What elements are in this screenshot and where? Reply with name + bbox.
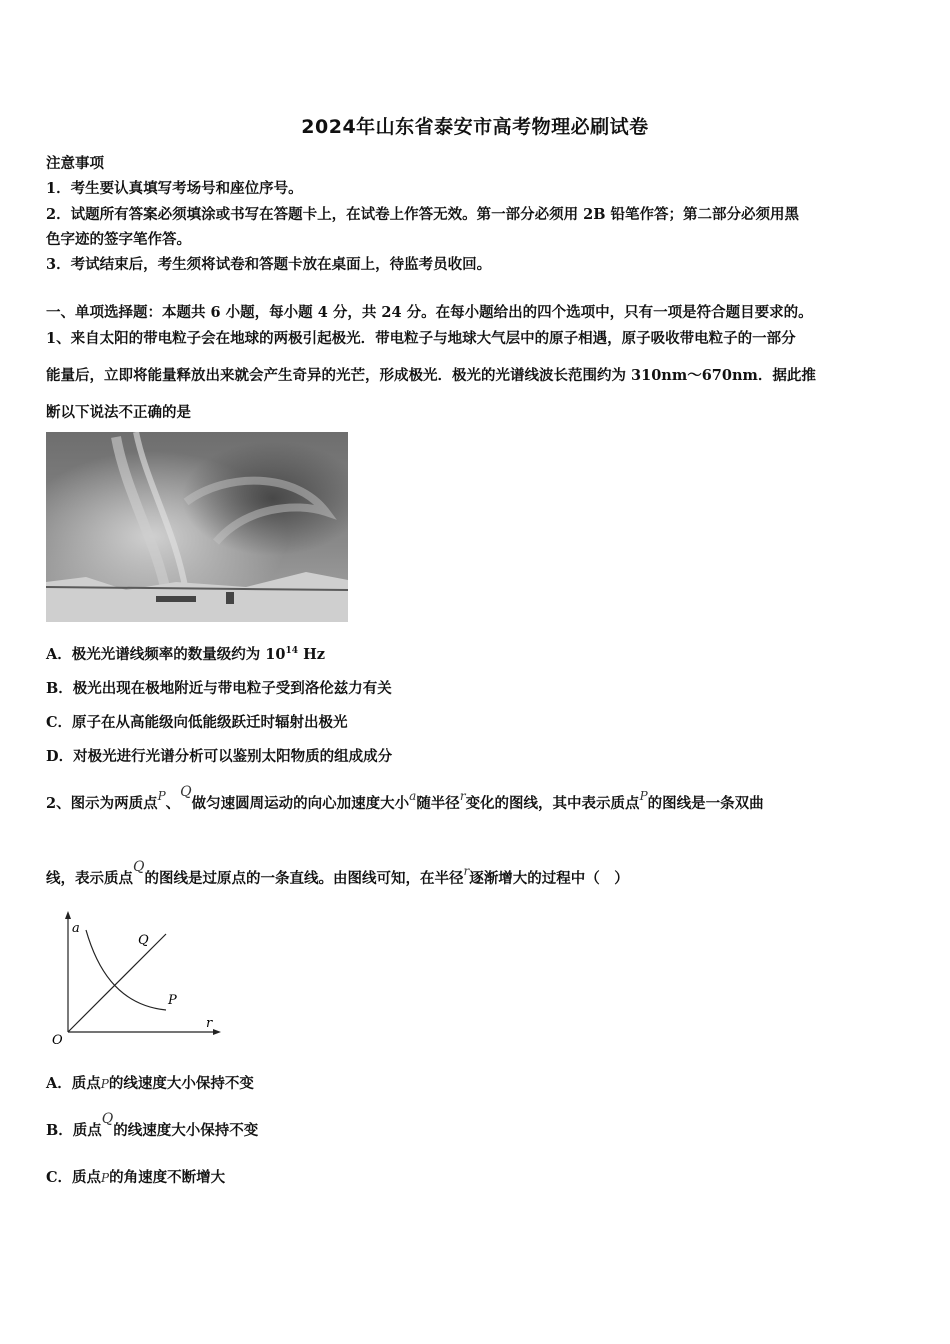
q1-stem-line-2: 能量后，立即将能量释放出来就会产生奇异的光芒，形成极光．极光的光谱线波长范围约为 310nm～670nm．据此推 — [46, 367, 816, 384]
var-q: Q — [180, 784, 192, 800]
q2-text: 变化的图线，其中表示质点 — [465, 795, 640, 812]
a-r-graph — [46, 910, 226, 1050]
q1-option-b[interactable]: B．极光出现在极地附近与带电粒子受到洛伦兹力有关 — [46, 680, 392, 697]
q2-text: 线，表示质点 — [46, 870, 133, 887]
q2-option-c-text: 的角速度不断增大 — [109, 1169, 226, 1186]
q2-text: 逐渐增大的过程中（ ） — [469, 870, 629, 887]
curve-p — [86, 930, 166, 1010]
q1-option-a[interactable] — [46, 643, 325, 664]
q2-option-b[interactable] — [46, 1111, 259, 1140]
var-p: P — [100, 1077, 109, 1091]
q2-option-c[interactable] — [46, 1166, 225, 1187]
y-axis-arrow — [65, 911, 71, 919]
y-axis-label: a — [72, 921, 80, 936]
q1-stem-line-1: 1、来自太阳的带电粒子会在地球的两极引起极光．带电粒子与地球大气层中的原子相遇，原子吸收带电粒子的一部分 — [46, 330, 796, 347]
q2-option-a-text: A．质点 — [46, 1075, 101, 1092]
q1-stem-line-3: 断以下说法不正确的是 — [46, 404, 191, 421]
q2-option-a-text: 的线速度大小保持不变 — [108, 1075, 254, 1092]
q2-stem-line-1 — [46, 784, 764, 813]
q2-option-b-text: B．质点 — [46, 1122, 102, 1139]
q1-option-d[interactable]: D．对极光进行光谱分析可以鉴别太阳物质的组成成分 — [46, 748, 393, 765]
var-q: Q — [101, 1111, 114, 1127]
q2-text: 的图线是一条双曲 — [647, 795, 764, 812]
q1-option-a-exponent: 14 — [285, 646, 299, 657]
aurora-photo — [46, 432, 348, 622]
var-p: P — [639, 789, 648, 803]
x-axis-label: r — [206, 1016, 213, 1031]
q2-stem-line-2 — [46, 859, 629, 888]
x-axis-arrow — [213, 1029, 221, 1035]
var-a: a — [409, 789, 417, 803]
q2-option-b-text: 的线速度大小保持不变 — [113, 1122, 259, 1139]
q2-option-c-text: C．质点 — [46, 1169, 102, 1186]
q1-option-c[interactable]: C．原子在从高能级向低能级跃迁时辐射出极光 — [46, 714, 348, 731]
var-r: r — [459, 789, 466, 803]
q1-option-a-unit: Hz — [298, 646, 325, 663]
q2-text: 做匀速圆周运动的向心加速度大小 — [191, 795, 410, 812]
notice-item-2: 2．试题所有答案必须填涂或书写在答题卡上，在试卷上作答无效。第一部分必须用 2B 铅笔作答；第二部分必须用黑 — [46, 206, 800, 223]
q2-text: 2、图示为两质点 — [46, 795, 158, 812]
q2-text: 、 — [165, 795, 181, 812]
notice-item-2-cont: 色字迹的签字笔作答。 — [46, 231, 191, 248]
var-p: P — [157, 789, 166, 803]
line-q — [68, 934, 166, 1032]
var-p: P — [101, 1171, 110, 1185]
curve-p-label: P — [168, 993, 177, 1008]
page-title: 2024年山东省泰安市高考物理必刷试卷 — [301, 116, 649, 138]
var-q: Q — [133, 859, 145, 875]
line-q-label: Q — [138, 933, 149, 948]
q1-option-a-text: A．极光光谱线频率的数量级约为 10 — [46, 646, 286, 663]
notice-heading: 注意事项 — [46, 155, 104, 172]
q2-text: 的图线是过原点的一条直线。由图线可知，在半径 — [144, 870, 464, 887]
notice-item-3: 3．考试结束后，考生须将试卷和答题卡放在桌面上，待监考员收回。 — [46, 256, 492, 273]
section-heading: 一、单项选择题：本题共 6 小题，每小题 4 分，共 24 分。在每小题给出的四个选项中，只有一项是符合题目要求的。 — [46, 304, 813, 321]
origin-label: O — [52, 1033, 63, 1048]
var-r: r — [463, 864, 470, 878]
notice-item-1: 1．考生要认真填写考场号和座位序号。 — [46, 180, 303, 197]
q2-text: 随半径 — [416, 795, 460, 812]
q2-option-a[interactable] — [46, 1072, 254, 1093]
